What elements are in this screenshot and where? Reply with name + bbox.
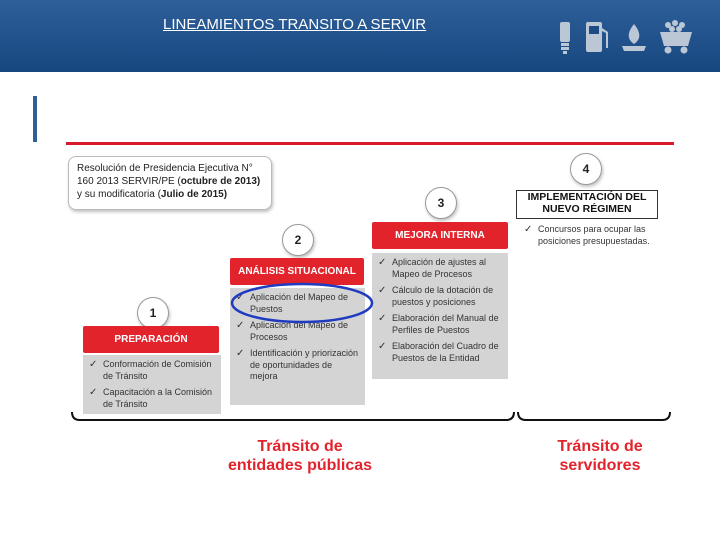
page-title: LINEAMIENTOS TRANSITO A SERVIR — [163, 16, 427, 33]
check-icon: ✓ — [524, 224, 533, 235]
list-item-text: Identificación y priorización de oportunidades de mejora — [250, 348, 359, 381]
list-item-text: Aplicación del Mapeo de Procesos — [250, 320, 349, 342]
list-item-text: Elaboración del Cuadro de Puestos de la Entidad — [392, 341, 499, 363]
step-number-2: 2 — [282, 224, 314, 256]
check-icon: ✓ — [378, 313, 387, 324]
bracket-servidores — [518, 412, 670, 420]
check-icon: ✓ — [89, 387, 98, 398]
step-title-analisis: ANÁLISIS SITUACIONAL — [230, 258, 364, 285]
phase-label-entidades — [215, 437, 385, 475]
resolution-line-3-date: Julio de 2015) — [160, 189, 228, 200]
step-number-4: 4 — [570, 153, 602, 185]
resolution-line-2-date: octubre de 2013) — [180, 176, 261, 187]
bracket-entidades — [72, 412, 514, 420]
check-icon: ✓ — [89, 359, 98, 370]
resolution-line-1: Resolución de Presidencia Ejecutiva N° — [77, 163, 253, 174]
list-item-text: Aplicación del Mapeo de Puestos — [250, 292, 349, 314]
step-number-1: 1 — [137, 297, 169, 329]
step-title-line-2: NUEVO RÉGIMEN — [542, 203, 632, 215]
list-item-text: Elaboración del Manual de Perfiles de Puestos — [392, 313, 499, 335]
step-title-line-1: IMPLEMENTACIÓN DEL — [527, 191, 647, 203]
list-item-text: Aplicación de ajustes al Mapeo de Procesos — [392, 257, 487, 279]
list-item-text: Conformación de Comisión de Tránsito — [103, 359, 212, 381]
check-icon: ✓ — [378, 257, 387, 268]
step-number-3: 3 — [425, 187, 457, 219]
list-item-text: Capacitación a la Comisión de Tránsito — [103, 387, 213, 409]
check-icon: ✓ — [236, 292, 245, 303]
resolution-line-2-text: 160 2013 SERVIR/PE ( — [77, 176, 181, 187]
step-title-preparacion: PREPARACIÓN — [83, 326, 219, 353]
check-icon: ✓ — [378, 285, 387, 296]
phase-label-servidores — [530, 437, 670, 475]
phase-label-line-2: entidades públicas — [227, 457, 373, 474]
phase-label-line-2: servidores — [559, 457, 641, 474]
check-icon: ✓ — [236, 348, 245, 359]
list-item-text: Cálculo de la dotación de puestos y posiciones — [392, 285, 494, 307]
highlight-ellipse — [232, 284, 372, 322]
check-icon: ✓ — [378, 341, 387, 352]
resolution-line-3-text: y su modificatoria ( — [77, 189, 161, 200]
list-item-text: Concursos para ocupar las posiciones presupuestadas. — [538, 224, 650, 246]
step-title-mejora: MEJORA INTERNA — [372, 222, 508, 249]
check-icon: ✓ — [236, 320, 245, 331]
phase-label-line-1: Tránsito de — [557, 438, 643, 455]
phase-label-line-1: Tránsito de — [257, 438, 343, 455]
